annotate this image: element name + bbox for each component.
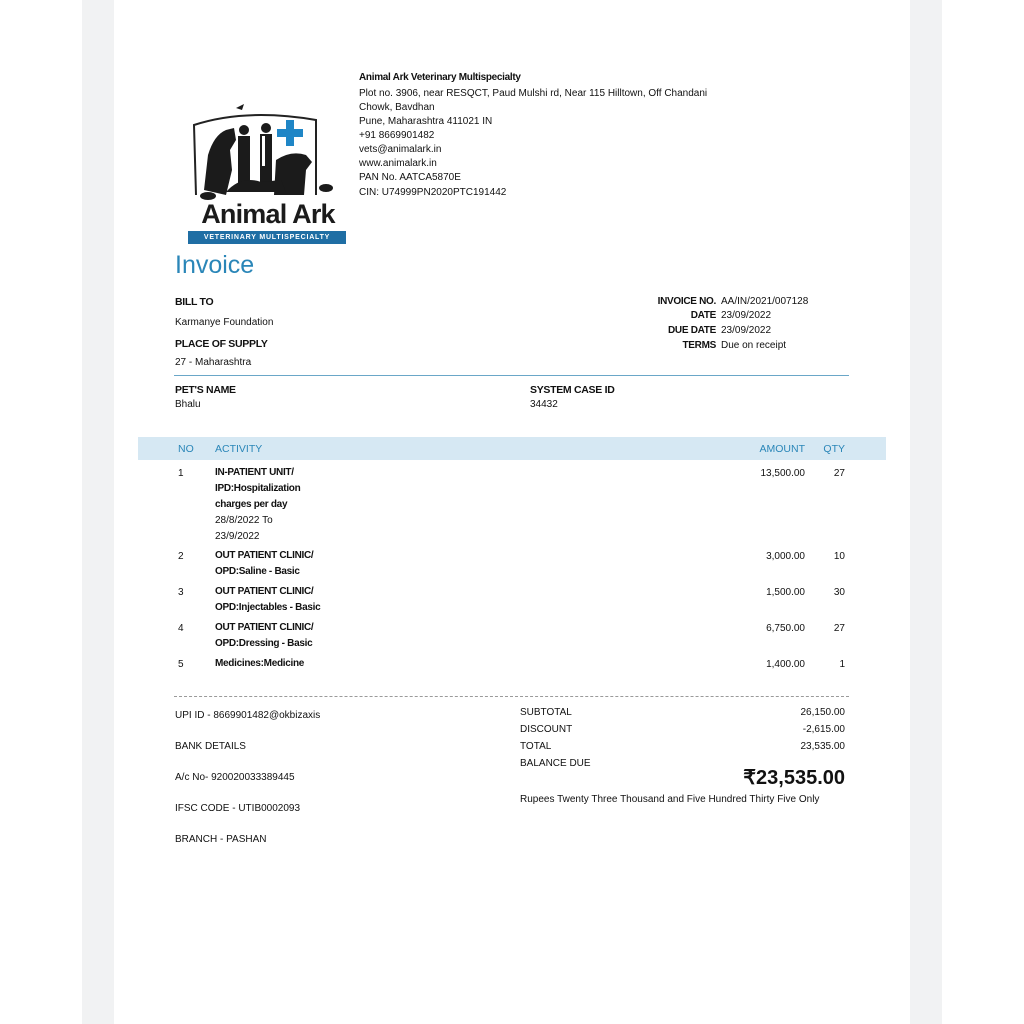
- row-amount: 6,750.00: [766, 623, 805, 634]
- viewer-margin-right: [910, 0, 942, 1024]
- activity-line: Medicines:Medicine: [215, 658, 305, 669]
- terms-label: TERMS: [682, 340, 716, 351]
- bank-details-label: BANK DETAILS: [175, 741, 246, 752]
- ifsc-code: IFSC CODE - UTIB0002093: [175, 803, 301, 814]
- amount-in-words: Rupees Twenty Three Thousand and Five Hundred Thirty Five Only: [520, 794, 820, 805]
- row-qty: 27: [833, 623, 845, 634]
- due-date-value: 23/09/2022: [721, 325, 772, 336]
- row-no: 4: [178, 623, 184, 634]
- row-activity: [215, 584, 320, 616]
- bill-to-label: BILL TO: [175, 296, 214, 308]
- activity-line: OUT PATIENT CLINIC/: [215, 622, 314, 633]
- branch: BRANCH - PASHAN: [175, 834, 267, 845]
- row-qty: 1: [839, 659, 845, 670]
- activity-line: IPD:Hospitalization: [215, 483, 301, 494]
- invoice-no-value: AA/IN/2021/007128: [721, 296, 809, 307]
- subtotal-label: SUBTOTAL: [520, 707, 572, 718]
- row-no: 3: [178, 587, 184, 598]
- company-email: vets@animalark.in: [359, 144, 442, 155]
- row-qty: 10: [833, 551, 845, 562]
- bill-to-value: Karmanye Foundation: [175, 317, 274, 328]
- row-amount: 13,500.00: [760, 468, 805, 479]
- activity-line: OUT PATIENT CLINIC/: [215, 586, 314, 597]
- row-amount: 3,000.00: [766, 551, 805, 562]
- account-number: A/c No- 920020033389445: [175, 772, 295, 783]
- company-address-line: Plot no. 3906, near RESQCT, Paud Mulshi rd, Near 115 Hilltown, Off Chandani: [359, 88, 708, 99]
- row-no: 2: [178, 551, 184, 562]
- total-label: TOTAL: [520, 741, 552, 752]
- activity-line: OPD:Injectables - Basic: [215, 602, 321, 613]
- pet-name-label: PET'S NAME: [175, 384, 236, 396]
- terms-value: Due on receipt: [721, 340, 787, 351]
- activity-line: OPD:Dressing - Basic: [215, 638, 313, 649]
- company-cin: CIN: U74999PN2020PTC191442: [359, 187, 507, 198]
- row-activity: [215, 465, 300, 545]
- date-label: DATE: [690, 310, 716, 321]
- row-activity: [215, 620, 313, 652]
- balance-due-value: ₹23,535.00: [743, 767, 845, 789]
- subtotal-value: 26,150.00: [800, 707, 845, 718]
- row-activity: [215, 656, 304, 672]
- logo-tagline: VETERINARY MULTISPECIALTY: [188, 231, 346, 244]
- activity-line: OUT PATIENT CLINIC/: [215, 550, 314, 561]
- section-divider: [174, 375, 849, 376]
- row-qty: 27: [833, 468, 845, 479]
- discount-value: -2,615.00: [802, 724, 845, 735]
- upi-id: UPI ID - 8669901482@okbizaxis: [175, 710, 321, 721]
- invoice-no-label: INVOICE NO.: [657, 296, 716, 307]
- activity-line: IN-PATIENT UNIT/: [215, 467, 294, 478]
- company-name: Animal Ark Veterinary Multispecialty: [359, 72, 521, 83]
- row-qty: 30: [833, 587, 845, 598]
- logo-wordmark: Animal Ark: [201, 199, 335, 229]
- due-date-label: DUE DATE: [668, 325, 716, 336]
- date-value: 23/09/2022: [721, 310, 772, 321]
- activity-date-line: 23/9/2022: [215, 531, 260, 542]
- place-of-supply-value: 27 - Maharashtra: [175, 357, 252, 368]
- row-no: 5: [178, 659, 184, 670]
- company-address-line: Pune, Maharashtra 411021 IN: [359, 116, 493, 127]
- invoice-title: Invoice: [175, 251, 255, 279]
- col-qty: QTY: [823, 443, 845, 455]
- viewer-margin-left: [82, 0, 114, 1024]
- place-of-supply-label: PLACE OF SUPPLY: [175, 338, 268, 350]
- activity-line: OPD:Saline - Basic: [215, 566, 300, 577]
- col-activity: ACTIVITY: [215, 443, 263, 455]
- totals-divider: [174, 696, 849, 697]
- col-amount: AMOUNT: [759, 443, 805, 455]
- case-id-label: SYSTEM CASE ID: [530, 384, 615, 396]
- company-website: www.animalark.in: [359, 158, 437, 169]
- balance-due-label: BALANCE DUE: [520, 758, 591, 769]
- company-address-line: Chowk, Bavdhan: [359, 102, 435, 113]
- row-amount: 1,500.00: [766, 587, 805, 598]
- total-value: 23,535.00: [800, 741, 845, 752]
- activity-date-line: 28/8/2022 To: [215, 515, 273, 526]
- activity-line: charges per day: [215, 499, 288, 510]
- row-activity: [215, 548, 313, 580]
- case-id-value: 34432: [530, 399, 558, 410]
- pet-name-value: Bhalu: [175, 399, 201, 410]
- col-no: NO: [178, 443, 194, 455]
- company-pan: PAN No. AATCA5870E: [359, 172, 461, 183]
- company-phone: +91 8669901482: [359, 130, 435, 141]
- row-amount: 1,400.00: [766, 659, 805, 670]
- discount-label: DISCOUNT: [520, 724, 573, 735]
- row-no: 1: [178, 468, 184, 479]
